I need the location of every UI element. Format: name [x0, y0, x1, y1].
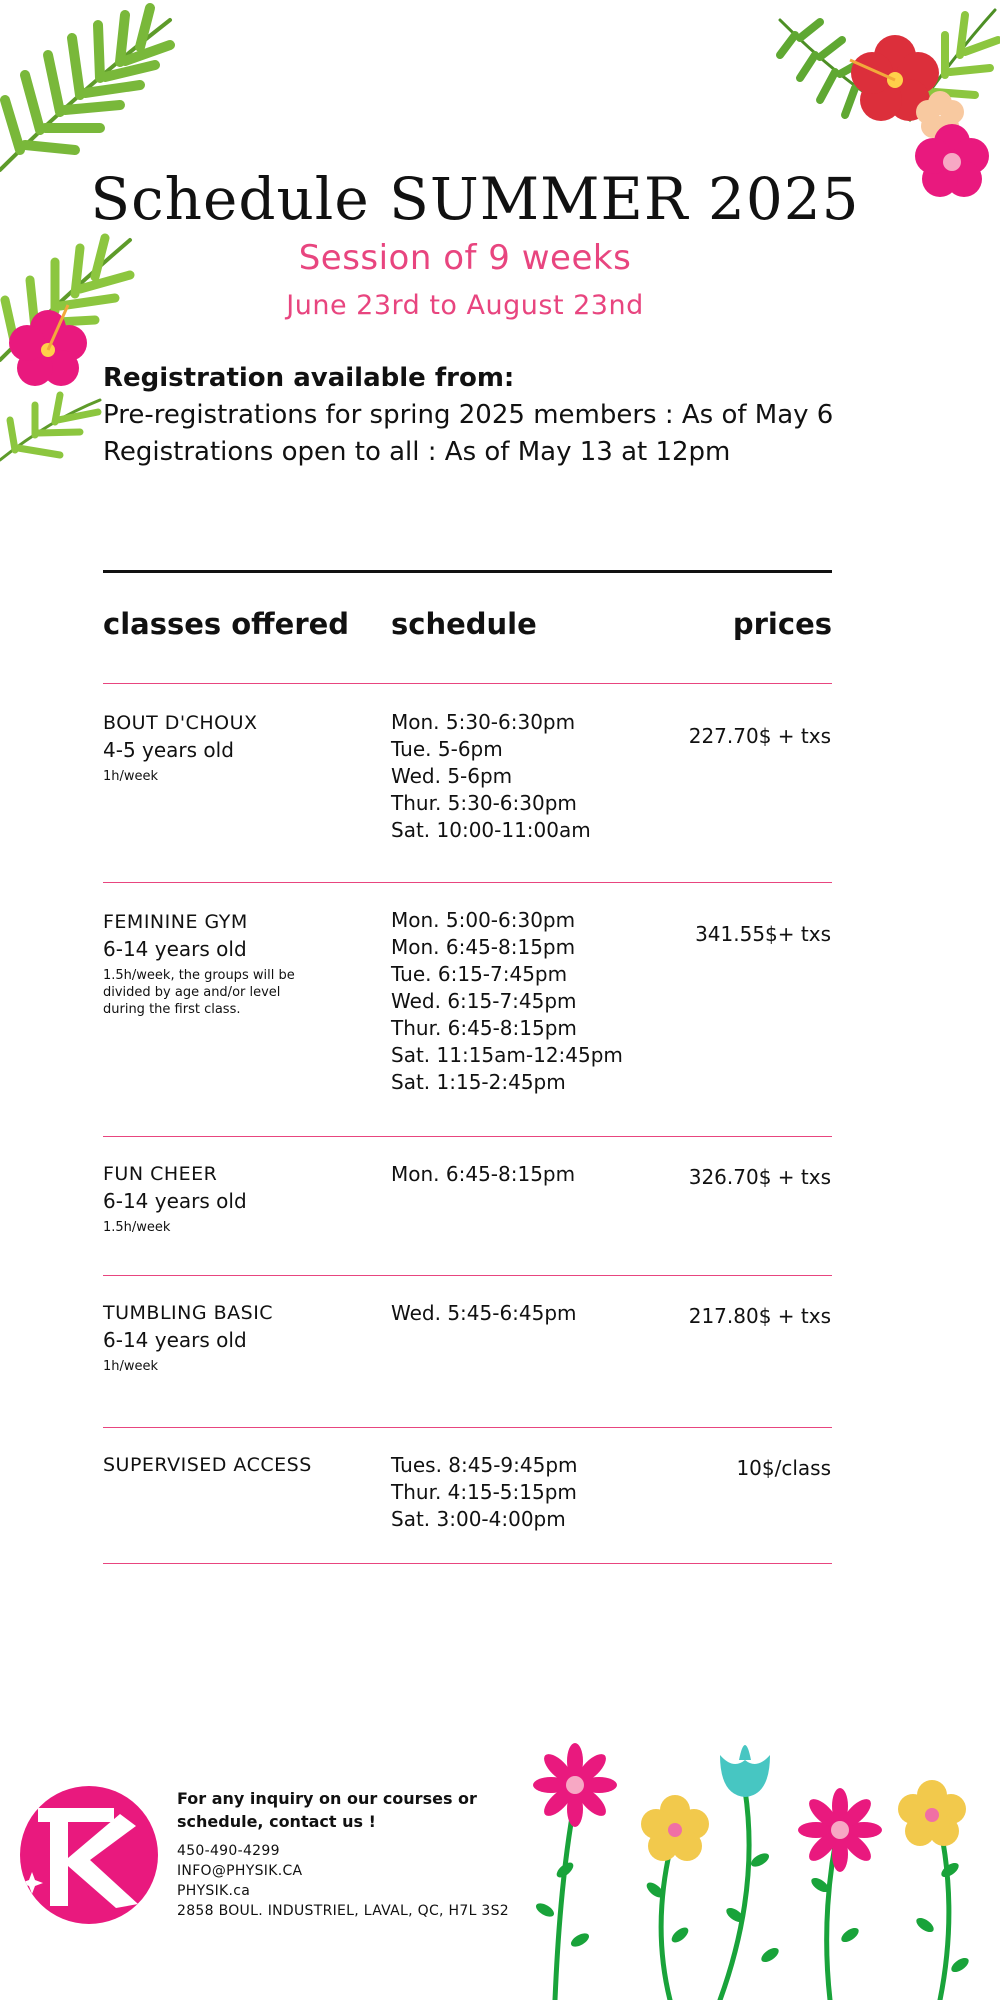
- row-divider: [103, 1275, 832, 1276]
- contact-phone[interactable]: 450-490-4299: [177, 1843, 280, 1859]
- session-length: Session of 9 weeks: [298, 238, 632, 278]
- class-name: SUPERVISED ACCESS: [103, 1454, 312, 1476]
- schedule-slot: Mon. 5:00-6:30pm: [391, 908, 576, 932]
- class-name: FEMININE GYM: [103, 911, 248, 933]
- registration-line: Pre-registrations for spring 2025 members : As of May 6: [103, 400, 834, 430]
- schedule-slot: Wed. 6:15-7:45pm: [391, 989, 577, 1013]
- class-age: 6-14 years old: [103, 1189, 247, 1213]
- column-header-prices: prices: [732, 607, 832, 641]
- table-row: [103, 1163, 318, 1236]
- schedule-slot: Sat. 3:00-4:00pm: [391, 1507, 566, 1531]
- row-divider: [103, 882, 832, 883]
- registration-heading: Registration available from:: [103, 363, 515, 393]
- class-note: 1h/week: [103, 1359, 159, 1374]
- class-note: 1.5h/week, the groups will be divided by age and/or level during the first class.: [103, 968, 295, 1017]
- class-price: 227.70$ + txs: [688, 724, 831, 748]
- column-header-classes: classes offered: [103, 607, 350, 641]
- class-price: 326.70$ + txs: [688, 1165, 831, 1189]
- class-price: 217.80$ + txs: [688, 1304, 831, 1328]
- schedule-slot: Tue. 6:15-7:45pm: [391, 962, 568, 986]
- table-row: [103, 712, 318, 785]
- row-divider: [103, 683, 832, 684]
- session-dates: June 23rd to August 23nd: [286, 290, 644, 321]
- schedule-slot: Mon. 6:45-8:15pm: [391, 1162, 576, 1186]
- table-top-rule: [103, 570, 832, 573]
- class-name: FUN CHEER: [103, 1163, 218, 1185]
- schedule-slot: Tue. 5-6pm: [391, 737, 503, 761]
- schedule-slot: Mon. 5:30-6:30pm: [391, 710, 576, 734]
- class-age: 4-5 years old: [103, 738, 234, 762]
- schedule-slot: Wed. 5-6pm: [391, 764, 513, 788]
- contact-heading: For any inquiry on our courses or schedule, contact us !: [177, 1789, 477, 1831]
- row-divider: [103, 1136, 832, 1137]
- row-divider: [103, 1563, 832, 1564]
- contact-website[interactable]: PHYSIK.ca: [177, 1883, 251, 1899]
- schedule-slot: Mon. 6:45-8:15pm: [391, 935, 576, 959]
- table-row: [103, 1302, 318, 1375]
- class-age: 6-14 years old: [103, 937, 247, 961]
- page-title: Schedule SUMMER 2025: [90, 165, 860, 233]
- schedule-slot: Thur. 4:15-5:15pm: [391, 1480, 577, 1504]
- schedule-slot: Sat. 10:00-11:00am: [391, 818, 591, 842]
- contact-email[interactable]: INFO@PHYSIK.CA: [177, 1863, 303, 1879]
- schedule-slot: Thur. 5:30-6:30pm: [391, 791, 577, 815]
- schedule-slot: Wed. 5:45-6:45pm: [391, 1301, 577, 1325]
- registration-line: Registrations open to all : As of May 13 at 12pm: [103, 437, 731, 467]
- class-note: 1.5h/week: [103, 1220, 171, 1235]
- class-name: TUMBLING BASIC: [103, 1302, 274, 1324]
- schedule-slot: Sat. 11:15am-12:45pm: [391, 1043, 623, 1067]
- class-name: BOUT D'CHOUX: [103, 712, 258, 734]
- table-row: [103, 911, 318, 1018]
- class-price: 10$/class: [736, 1456, 831, 1480]
- physik-logo-icon: [20, 1786, 158, 1924]
- contact-address: 2858 BOUL. INDUSTRIEL, LAVAL, QC, H7L 3S2: [177, 1903, 510, 1919]
- row-divider: [103, 1427, 832, 1428]
- schedule-slot: Sat. 1:15-2:45pm: [391, 1070, 566, 1094]
- class-note: 1h/week: [103, 769, 159, 784]
- table-row: [103, 1454, 312, 1476]
- class-age: 6-14 years old: [103, 1328, 247, 1352]
- column-header-schedule: schedule: [391, 607, 537, 641]
- schedule-slot: Thur. 6:45-8:15pm: [391, 1016, 577, 1040]
- class-price: 341.55$+ txs: [695, 922, 831, 946]
- schedule-slot: Tues. 8:45-9:45pm: [391, 1453, 578, 1477]
- flowers-icon: [520, 1720, 1000, 2000]
